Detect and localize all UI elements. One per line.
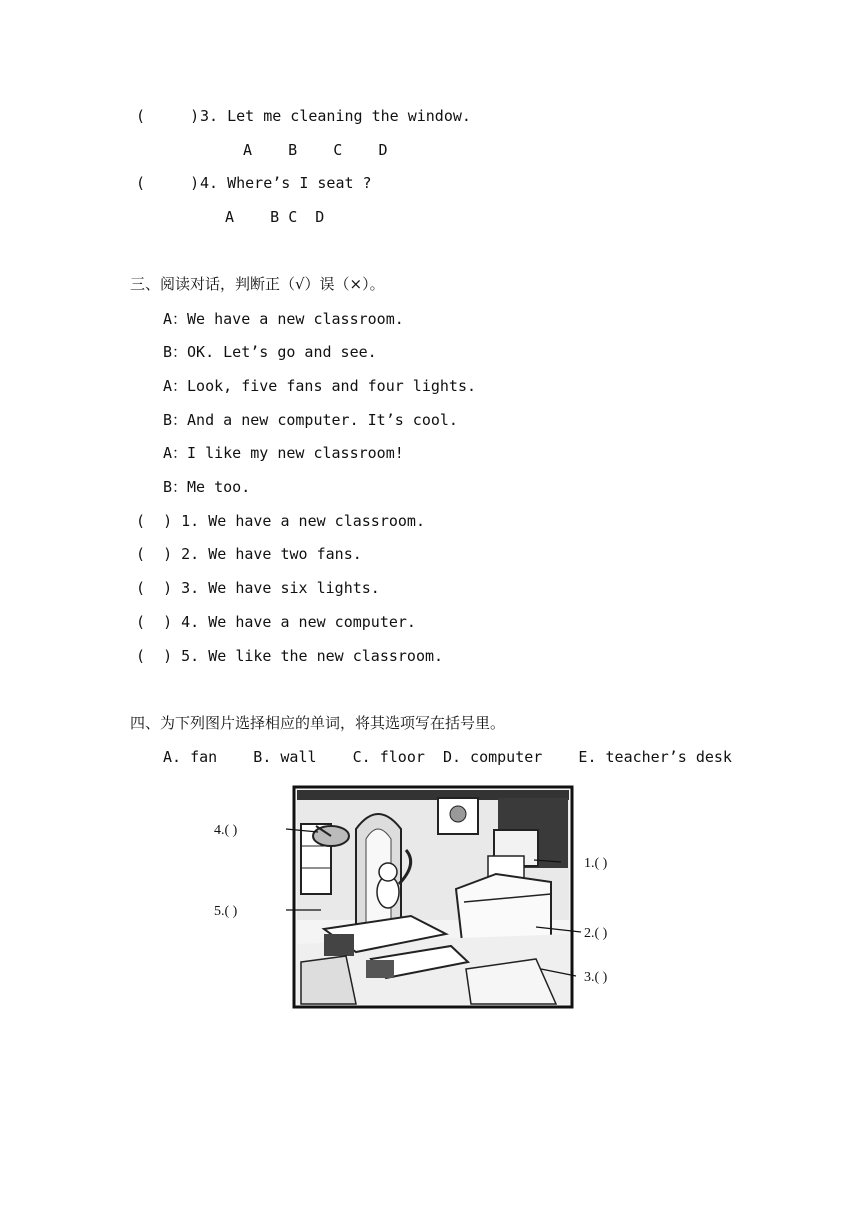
word-bank: A. fan B. wall C. floor D. computer E. teacher’s desk bbox=[163, 748, 732, 766]
q4-options: A B C D bbox=[225, 208, 325, 226]
q4-blank[interactable]: ( ) bbox=[136, 174, 200, 192]
true-false-statement[interactable]: ( ) 4. We have a new computer. bbox=[136, 613, 416, 631]
chair bbox=[324, 934, 354, 956]
label-4: 4.( ) bbox=[214, 823, 238, 838]
dialogue-line: B：Me too. bbox=[163, 478, 251, 496]
section4-heading: 四、为下列图片选择相应的单词，将其选项写在括号里。 bbox=[130, 714, 506, 732]
q3-text: 3. Let me cleaning the window. bbox=[200, 107, 471, 125]
dialogue-line: A：Look, five fans and four lights. bbox=[163, 377, 477, 395]
dialogue-line: A：We have a new classroom. bbox=[163, 310, 404, 328]
true-false-statement[interactable]: ( ) 5. We like the new classroom. bbox=[136, 647, 444, 665]
label-2: 2.( ) bbox=[584, 926, 608, 941]
true-false-statement[interactable]: ( ) 2. We have two fans. bbox=[136, 545, 362, 563]
true-false-statement[interactable]: ( ) 3. We have six lights. bbox=[136, 579, 380, 597]
dialogue-line: B：OK. Let’s go and see. bbox=[163, 343, 377, 361]
dialogue-line: A：I like my new classroom! bbox=[163, 444, 404, 462]
label-5: 5.( ) bbox=[214, 904, 238, 919]
section3-heading: 三、阅读对话，判断正（√）误（×）。 bbox=[130, 275, 385, 293]
q3-options: A B C D bbox=[243, 141, 388, 159]
label-1: 1.( ) bbox=[584, 856, 608, 871]
q3-blank[interactable]: ( ) bbox=[136, 107, 200, 125]
q4-text: 4. Where’s I seat ? bbox=[200, 174, 372, 192]
classroom-picture bbox=[206, 784, 656, 1014]
dialogue-line: B：And a new computer. It’s cool. bbox=[163, 411, 458, 429]
true-false-statement[interactable]: ( ) 1. We have a new classroom. bbox=[136, 512, 425, 530]
label-3: 3.( ) bbox=[584, 970, 608, 985]
chair bbox=[366, 960, 394, 978]
